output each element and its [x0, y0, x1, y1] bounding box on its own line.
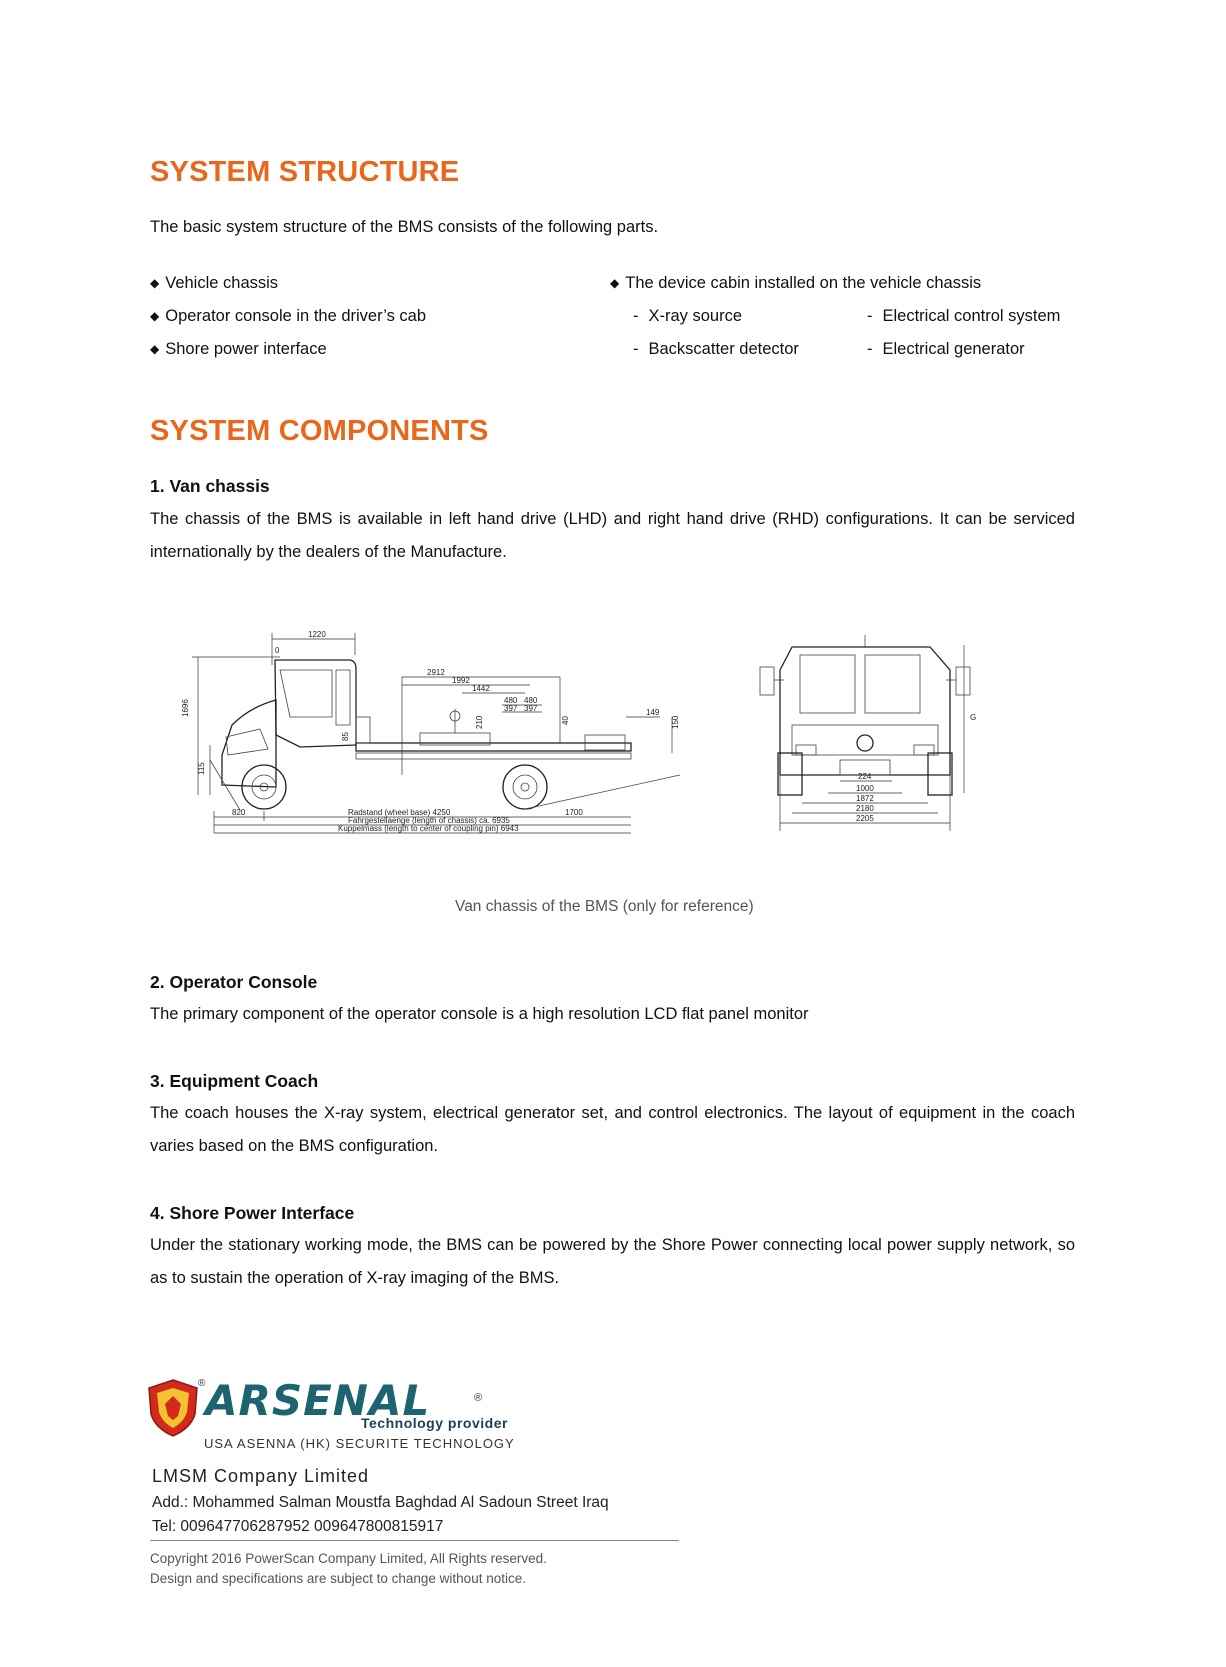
registered-mark-small: ® — [198, 1378, 206, 1389]
dim-2205: 2205 — [856, 814, 874, 823]
dim-1000: 1000 — [856, 784, 874, 793]
structure-item-2: ◆ Operator console in the driver’s cab — [150, 300, 426, 334]
dim-820: 820 — [232, 808, 246, 817]
dim-2180: 2180 — [856, 804, 874, 813]
notice: Design and specifications are subject to change without notice. — [150, 1571, 526, 1586]
dim-1696: 1696 — [181, 699, 190, 717]
logo-company-line: USA ASENNA (HK) SECURITE TECHNOLOGY — [204, 1436, 515, 1451]
dim-2912: 2912 — [427, 668, 445, 677]
logo-tagline: Technology provider — [361, 1415, 508, 1431]
dim-85: 85 — [341, 732, 350, 741]
dim-150: 150 — [671, 715, 680, 729]
structure-heading: SYSTEM STRUCTURE — [150, 156, 460, 188]
dim-480b: 480 — [524, 696, 538, 705]
component-2-title: 2. Operator Console — [150, 972, 318, 992]
structure-sub-xray: - X-ray source — [633, 300, 742, 333]
component-1-text: The chassis of the BMS is available in left hand drive (LHD) and right hand drive (RHD) configurations. It can be serviced internationally by the dealers of the Manufacture. — [150, 510, 1075, 561]
dim-480a: 480 — [504, 696, 518, 705]
logo-wordmark: ARSENAL — [205, 1376, 431, 1425]
dim-1442: 1442 — [472, 684, 490, 693]
dim-1992: 1992 — [452, 676, 470, 685]
dim-zero: 0 — [275, 646, 280, 655]
component-3-title: 3. Equipment Coach — [150, 1071, 319, 1091]
components-heading: SYSTEM COMPONENTS — [150, 415, 489, 447]
dim-chassis-length: Fahrgestellaenge (length of chassis) ca. 6935 — [348, 816, 510, 825]
dim-coupling: Kuppelmass (length to center of coupling pin) 6943 — [338, 824, 519, 833]
company-address: Add.: Mohammed Salman Moustfa Baghdad Al Sadoun Street Iraq — [152, 1494, 609, 1511]
dim-224: 224 — [858, 772, 872, 781]
dim-149: 149 — [646, 708, 660, 717]
dim-wheelbase: Radstand (wheel base) 4250 — [348, 808, 451, 817]
structure-item-1: ◆ Vehicle chassis — [150, 267, 278, 301]
structure-sub-control: - Electrical control system — [867, 300, 1060, 333]
arsenal-shield-logo — [145, 1378, 201, 1438]
dim-1220: 1220 — [308, 630, 326, 639]
dim-115: 115 — [197, 762, 206, 775]
structure-sub-generator: - Electrical generator — [867, 333, 1025, 366]
figure-caption: Van chassis of the BMS (only for reference) — [455, 898, 754, 915]
structure-cabin-title: ◆ The device cabin installed on the vehicle chassis — [610, 267, 981, 301]
company-name: LMSM Company Limited — [152, 1466, 370, 1486]
dim-210: 210 — [475, 715, 484, 729]
chassis-drawing — [180, 625, 1060, 890]
structure-item-3: ◆ Shore power interface — [150, 333, 327, 367]
component-2-text: The primary component of the operator console is a high resolution LCD flat panel monitor — [150, 1005, 809, 1023]
structure-intro: The basic system structure of the BMS consists of the following parts. — [150, 218, 659, 236]
structure-sub-detector: - Backscatter detector — [633, 333, 799, 366]
dim-397a: 397 — [504, 704, 518, 713]
side-view-drawing — [181, 630, 680, 833]
registered-mark: ® — [474, 1392, 483, 1404]
dim-40: 40 — [561, 716, 570, 725]
dim-1700: 1700 — [565, 808, 583, 817]
footer-divider — [150, 1540, 679, 1541]
component-3-text: The coach houses the X-ray system, electrical generator set, and control electronics. The layout of equipment in the coach varies based on the BMS configuration. — [150, 1104, 1075, 1155]
component-4-title: 4. Shore Power Interface — [150, 1203, 355, 1223]
company-phone: Tel: 009647706287952 009647800815917 — [152, 1518, 444, 1535]
dim-397b: 397 — [524, 704, 538, 713]
copyright: Copyright 2016 PowerScan Company Limited, All Rights reserved. — [150, 1551, 547, 1566]
component-1-title: 1. Van chassis — [150, 476, 270, 496]
component-4-text: Under the stationary working mode, the BMS can be powered by the Shore Power connecting local power supply network, so as to sustain the operation of X-ray imaging of the BMS. — [150, 1236, 1075, 1287]
dim-1872: 1872 — [856, 794, 874, 803]
front-view-drawing — [760, 635, 976, 831]
dim-g: G — [970, 713, 977, 722]
